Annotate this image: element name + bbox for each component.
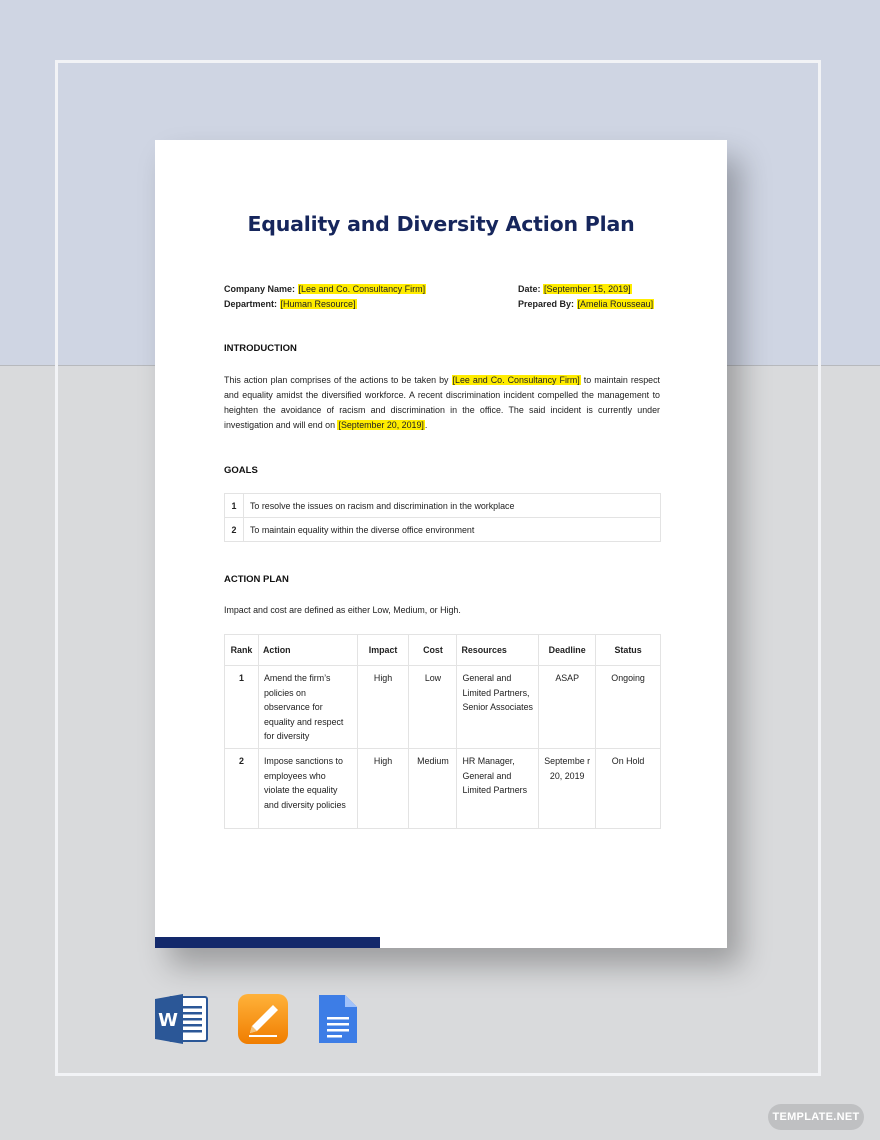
cell-status: Ongoing: [596, 666, 661, 749]
meta-left: [224, 282, 426, 311]
goal-number: 2: [225, 518, 244, 542]
prepared-value: [Amelia Rousseau]: [577, 298, 654, 309]
intro-text-2: to maintain respect and equality amidst the diversified workforce. A recent discrimination incident compelled the management to heighten the avoidance of racism and discrimination in the office. The said incident is currently under investigation and will end on: [224, 375, 660, 430]
prepared-line: [518, 297, 654, 312]
cell-impact: High: [357, 666, 409, 749]
cell-deadline: ASAP: [539, 666, 596, 749]
cell-resources: General and Limited Partners, Senior Associates: [457, 666, 539, 749]
date-line: [518, 282, 654, 297]
meta-right: [518, 282, 654, 311]
cell-action: Impose sanctions to employees who violate the equality and diversity policies: [258, 748, 357, 828]
goals-heading: GOALS: [224, 465, 258, 476]
intro-highlight-date: [September 20, 2019]: [338, 420, 424, 430]
department-line: [224, 297, 426, 312]
svg-text:W: W: [158, 1010, 178, 1031]
company-line: [224, 282, 426, 297]
goal-text: To maintain equality within the diverse office environment: [244, 518, 661, 542]
header-deadline: Deadline: [539, 635, 596, 666]
date-label: Date:: [518, 284, 541, 294]
table-row: [225, 748, 661, 828]
company-label: Company Name:: [224, 284, 296, 294]
action-plan-heading: ACTION PLAN: [224, 574, 289, 585]
cell-cost: Low: [409, 666, 457, 749]
company-value: [Lee and Co. Consultancy Firm]: [298, 284, 426, 294]
intro-text-1: This action plan comprises of the actions to be taken by: [224, 375, 452, 385]
prepared-label: Prepared By:: [518, 298, 575, 309]
header-cost: Cost: [409, 635, 457, 666]
intro-text-3: .: [424, 420, 428, 430]
goal-number: 1: [225, 494, 244, 518]
department-value: [Human Resource]: [280, 298, 356, 309]
cell-resources: HR Manager, General and Limited Partners: [457, 748, 539, 828]
cell-rank: 1: [225, 666, 259, 749]
table-row: [225, 494, 661, 518]
action-plan-table: [224, 634, 661, 829]
action-plan-note: Impact and cost are defined as either Low, Medium, or High.: [224, 605, 461, 615]
cell-cost: Medium: [409, 748, 457, 828]
date-value: [September 15, 2019]: [544, 284, 631, 294]
google-docs-icon[interactable]: [317, 993, 359, 1050]
cell-impact: High: [357, 748, 409, 828]
watermark-badge: TEMPLATE.NET: [768, 1104, 864, 1130]
header-rank: Rank: [225, 635, 259, 666]
cell-deadline: Septembe r 20, 2019: [539, 748, 596, 828]
table-row: [225, 666, 661, 749]
footer-accent-bar: [155, 937, 380, 948]
cell-status: On Hold: [596, 748, 661, 828]
table-header-row: [225, 635, 661, 666]
header-status: Status: [596, 635, 661, 666]
table-row: [225, 518, 661, 542]
introduction-paragraph: [224, 373, 660, 433]
cell-action: Amend the firm’s policies on observance for equality and respect for diversity: [258, 666, 357, 749]
document-title: Equality and Diversity Action Plan: [247, 212, 635, 236]
header-impact: Impact: [357, 635, 409, 666]
goals-table: [224, 493, 661, 542]
goal-text: To resolve the issues on racism and discrimination in the workplace: [244, 494, 661, 518]
header-action: Action: [258, 635, 357, 666]
intro-highlight-company: [Lee and Co. Consultancy Firm]: [452, 375, 580, 385]
word-icon[interactable]: [155, 993, 211, 1050]
introduction-heading: INTRODUCTION: [224, 343, 297, 354]
header-resources: Resources: [457, 635, 539, 666]
department-label: Department:: [224, 298, 278, 309]
cell-rank: 2: [225, 748, 259, 828]
pages-icon[interactable]: [237, 993, 289, 1050]
document-page: [155, 140, 727, 948]
